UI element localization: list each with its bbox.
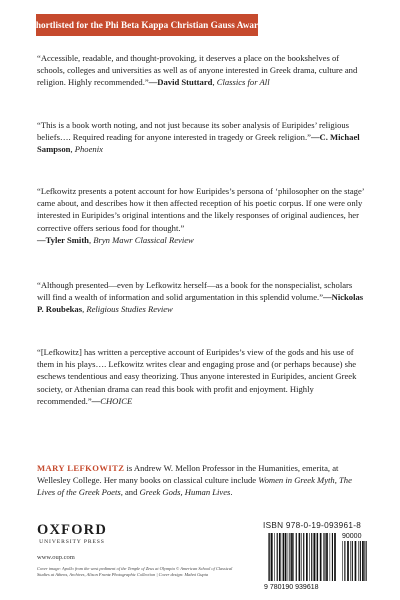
- review-quote: [37, 346, 367, 407]
- author-bio: [37, 462, 367, 499]
- quote-text: “Although presented—even by Lefkowitz herself—as a book for the nonspecialist, scholars will find a wealth of information and solid argumentation in this splendid volume.”: [37, 280, 353, 303]
- quote-author: —David Stuttard: [148, 77, 213, 88]
- barcode-icon: [262, 531, 370, 591]
- book-title: Women in Greek Myth: [258, 475, 335, 486]
- award-banner: Shortlisted for the Phi Beta Kappa Christian Gauss Award: [36, 14, 258, 36]
- review-quote: “This is a book worth noting, and not just because its sober analysis of Euripides’ religious beliefs…. Required reading for anyone interested in tragedy or Greek religion.”—C. Michael Sampson, Phoenix: [37, 120, 360, 155]
- quote-author: —: [91, 395, 101, 406]
- quote-source: Classics for All: [216, 77, 270, 88]
- bio-text: is Andrew W. Mellon Professor in the Humanities, emerita, at Wellesley College. Her many books on classical culture include: [37, 463, 339, 486]
- publisher-logo: [37, 523, 107, 546]
- quote-source: Bryn Mawr Classical Review: [93, 234, 194, 245]
- review-quote: “Although presented—even by Lefkowitz herself—as a book for the nonspecialist, scholars will find a wealth of information and solid argumentation in this splendid volume.”—Nickolas P. Roubekas, Religious Studies Review: [37, 280, 364, 315]
- bio-separator: ,: [334, 475, 339, 486]
- quote-author: —C. Michael Sampson: [37, 132, 360, 155]
- book-title: The Lives of the Greek Poets: [37, 475, 352, 498]
- quote-text: “[Lefkowitz] has written a perceptive account of Euripides’s view of the gods and his use of them in his plays…. Lefkowitz writes clear and engaging prose and (or perhaps because) she eschews tendentious and easy theorizing. Thus anyone interested in Euripides, ancient Greek society, or Athenian drama can read this book with profit and enjoyment. Highly recommended.”: [37, 347, 357, 406]
- publisher-name: OXFORD: [37, 522, 108, 538]
- quote-source: Religious Studies Review: [86, 304, 173, 315]
- review-quote: “Lefkowitz presents a potent account for how Euripides’s persona of ‘philosopher on the stage’ came about, and describes how it then affected reception of his poetic corpus. If one were only interested in Euripides’s original intentions and the likely responses of original audiences, her corrective offers serious food for thought.” —Tyler Smith, Bryn Mawr Classical Review: [37, 186, 365, 245]
- quote-text: “Accessible, readable, and thought-provoking, it deserves a place on the bookshelves of schools, colleges and universities as well as of anyone interested in Greek drama, culture and religion. Highly recommended.”: [37, 53, 358, 88]
- quote-source: Phoenix: [74, 144, 103, 155]
- barcode-digits: 9 780190 939618: [264, 584, 319, 591]
- isbn-label: ISBN 978-0-19-093961-8: [263, 521, 362, 530]
- cover-credit: Cover image: Apollo from the west pediment of the Temple of Zeus at Olympia © American School of Classical Studies at Athens, Archives, Alison Frantz Photographic Collection | Cover design: Mahni Gupta: [37, 566, 233, 577]
- quote-text: “This is a book worth noting, and not just because its sober analysis of Euripides’ religious beliefs…. Required reading for anyone interested in tragedy or Greek religion.”: [37, 120, 350, 143]
- book-title: Greek Gods, Human Lives: [139, 487, 231, 498]
- quote-author: —Tyler Smith: [37, 234, 89, 245]
- bio-end: .: [230, 487, 233, 498]
- barcode-addon-digits: 90000: [342, 533, 362, 540]
- publisher-url: www.oup.com: [37, 554, 75, 561]
- publisher-subname: UNIVERSITY PRESS: [39, 539, 105, 545]
- quote-source: CHOICE: [100, 395, 133, 406]
- quote-text: “Lefkowitz presents a potent account for how Euripides’s persona of ‘philosopher on the stage’ came about, and describes how it then affected reception of his poetic corpus. If one were only interested in Euripides’s original intentions and the likely responses of original audiences, her corrective offers serious food for thought.”: [37, 186, 365, 233]
- quote-author: —Nickolas P. Roubekas: [37, 292, 364, 315]
- bio-separator: , and: [120, 487, 140, 498]
- review-quote: “Accessible, readable, and thought-provoking, it deserves a place on the bookshelves of schools, colleges and universities as well as of anyone interested in Greek drama, culture and religion. Highly recommended.”—David Stuttard, Classics for All: [37, 53, 358, 88]
- author-name: MARY LEFKOWITZ: [37, 463, 125, 473]
